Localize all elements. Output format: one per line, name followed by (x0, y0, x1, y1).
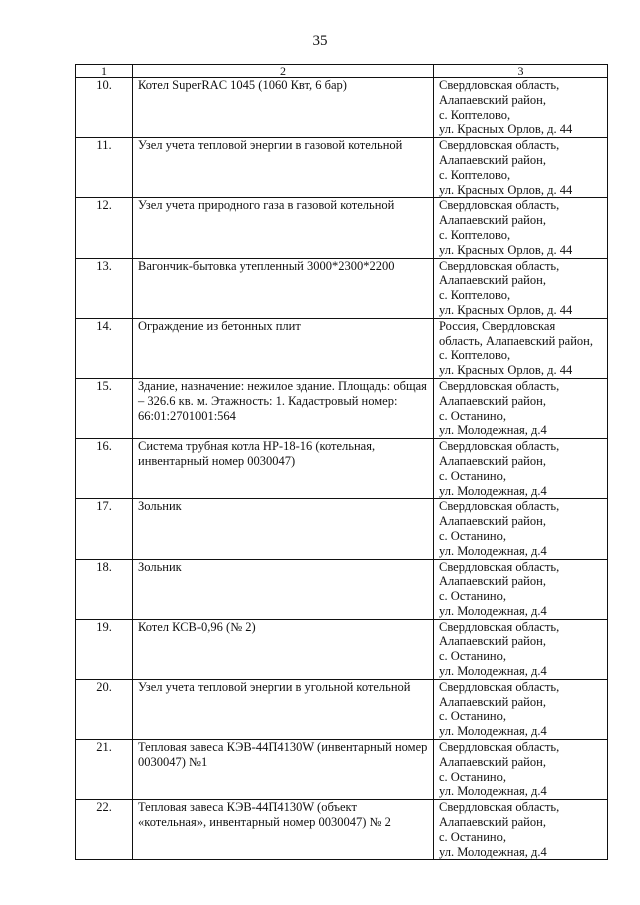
address-line: ул. Красных Орлов, д. 44 (439, 182, 573, 197)
address-line: с. Останино, (439, 468, 506, 483)
object-address (434, 78, 608, 138)
address-line: Алапаевский район, (439, 92, 546, 107)
address-line: ул. Молодежная, д.4 (439, 543, 547, 558)
row-number: 19. (76, 619, 133, 679)
address-line: Алапаевский район, (439, 213, 546, 228)
table-body (76, 78, 608, 860)
object-name: Тепловая завеса КЭВ-44П4130W (объект «котельная», инвентарный номер 0030047) № 2 (133, 800, 434, 860)
object-name: Здание, назначение: нежилое здание. Площадь: общая – 326.6 кв. м. Этажность: 1. Кадастровый номер: 66:01:2701001:564 (133, 378, 434, 438)
object-name: Тепловая завеса КЭВ-44П4130W (инвентарный номер 0030047) №1 (133, 740, 434, 800)
object-address (434, 138, 608, 198)
object-name: Узел учета тепловой энергии в газовой котельной (133, 138, 434, 198)
address-line: Алапаевский район, (439, 393, 546, 408)
object-address (434, 559, 608, 619)
table-row (76, 800, 608, 860)
address-line: с. Коптелово, (439, 227, 511, 242)
address-line: Свердловская область, (439, 559, 560, 574)
object-name: Вагончик-бытовка утепленный 3000*2300*2200 (133, 258, 434, 318)
address-line: с. Останино, (439, 769, 506, 784)
address-line: Свердловская область, (439, 138, 560, 153)
address-line: Свердловская область, (439, 679, 560, 694)
object-address (434, 258, 608, 318)
address-line: Алапаевский район, (439, 273, 546, 288)
address-line: Россия, Свердловская (439, 318, 556, 333)
table-row (76, 559, 608, 619)
object-name: Узел учета природного газа в газовой котельной (133, 198, 434, 258)
table-row (76, 318, 608, 378)
table-row (76, 499, 608, 559)
address-line: Свердловская область, (439, 740, 560, 755)
address-line: Свердловская область, (439, 439, 560, 454)
object-address (434, 679, 608, 739)
object-address (434, 378, 608, 438)
address-line: Алапаевский район, (439, 634, 546, 649)
address-line: Алапаевский район, (439, 514, 546, 529)
address-line: с. Останино, (439, 709, 506, 724)
object-name: Система трубная котла НР-18-16 (котельная, инвентарный номер 0030047) (133, 439, 434, 499)
row-number: 11. (76, 138, 133, 198)
row-number: 15. (76, 378, 133, 438)
row-number: 13. (76, 258, 133, 318)
address-line: Алапаевский район, (439, 754, 546, 769)
address-line: ул. Молодежная, д.4 (439, 483, 547, 498)
address-line: Свердловская область, (439, 378, 560, 393)
column-header-number: 1 (76, 65, 133, 78)
table-row (76, 378, 608, 438)
address-line: Свердловская область, (439, 258, 560, 273)
address-line: ул. Красных Орлов, д. 44 (439, 363, 573, 378)
address-line: ул. Молодежная, д.4 (439, 423, 547, 438)
table-row (76, 439, 608, 499)
address-line: с. Коптелово, (439, 348, 511, 363)
row-number: 21. (76, 740, 133, 800)
row-number: 10. (76, 78, 133, 138)
object-name: Котел КСВ-0,96 (№ 2) (133, 619, 434, 679)
table-row (76, 619, 608, 679)
object-name: Зольник (133, 499, 434, 559)
address-line: ул. Красных Орлов, д. 44 (439, 302, 573, 317)
address-line: Алапаевский район, (439, 815, 546, 830)
address-line: ул. Молодежная, д.4 (439, 664, 547, 679)
object-address (434, 800, 608, 860)
address-line: ул. Молодежная, д.4 (439, 784, 547, 799)
object-address (434, 198, 608, 258)
column-header-name: 2 (133, 65, 434, 78)
address-line: Алапаевский район, (439, 453, 546, 468)
object-address (434, 619, 608, 679)
address-line: область, Алапаевский район, (439, 333, 593, 348)
object-address (434, 740, 608, 800)
address-line: с. Останино, (439, 829, 506, 844)
row-number: 20. (76, 679, 133, 739)
address-line: Алапаевский район, (439, 574, 546, 589)
table-row (76, 78, 608, 138)
row-number: 12. (76, 198, 133, 258)
row-number: 22. (76, 800, 133, 860)
object-address (434, 318, 608, 378)
address-line: с. Останино, (439, 589, 506, 604)
page-number: 35 (312, 33, 328, 49)
row-number: 18. (76, 559, 133, 619)
address-line: ул. Красных Орлов, д. 44 (439, 122, 573, 137)
address-line: Свердловская область, (439, 800, 560, 815)
table-row (76, 740, 608, 800)
table-row (76, 679, 608, 739)
address-line: с. Останино, (439, 528, 506, 543)
address-line: ул. Красных Орлов, д. 44 (439, 242, 573, 257)
address-line: с. Коптелово, (439, 107, 511, 122)
row-number: 17. (76, 499, 133, 559)
object-name: Ограждение из бетонных плит (133, 318, 434, 378)
object-name: Узел учета тепловой энергии в угольной котельной (133, 679, 434, 739)
property-table (75, 64, 608, 860)
address-line: с. Останино, (439, 649, 506, 664)
address-line: Свердловская область, (439, 198, 560, 213)
address-line: Свердловская область, (439, 619, 560, 634)
table-header-row (76, 65, 608, 78)
row-number: 14. (76, 318, 133, 378)
address-line: с. Коптелово, (439, 167, 511, 182)
object-name: Зольник (133, 559, 434, 619)
row-number: 16. (76, 439, 133, 499)
object-address (434, 499, 608, 559)
object-name: Котел SuperRAC 1045 (1060 Квт, 6 бар) (133, 78, 434, 138)
address-line: с. Останино, (439, 408, 506, 423)
address-line: Алапаевский район, (439, 694, 546, 709)
address-line: ул. Молодежная, д.4 (439, 603, 547, 618)
address-line: Алапаевский район, (439, 152, 546, 167)
address-line: ул. Молодежная, д.4 (439, 724, 547, 739)
address-line: с. Коптелово, (439, 288, 511, 303)
object-address (434, 439, 608, 499)
column-header-address: 3 (434, 65, 608, 78)
address-line: Свердловская область, (439, 499, 560, 514)
table-row (76, 258, 608, 318)
table-row (76, 198, 608, 258)
table-row (76, 138, 608, 198)
address-line: ул. Молодежная, д.4 (439, 844, 547, 859)
address-line: Свердловская область, (439, 78, 560, 92)
